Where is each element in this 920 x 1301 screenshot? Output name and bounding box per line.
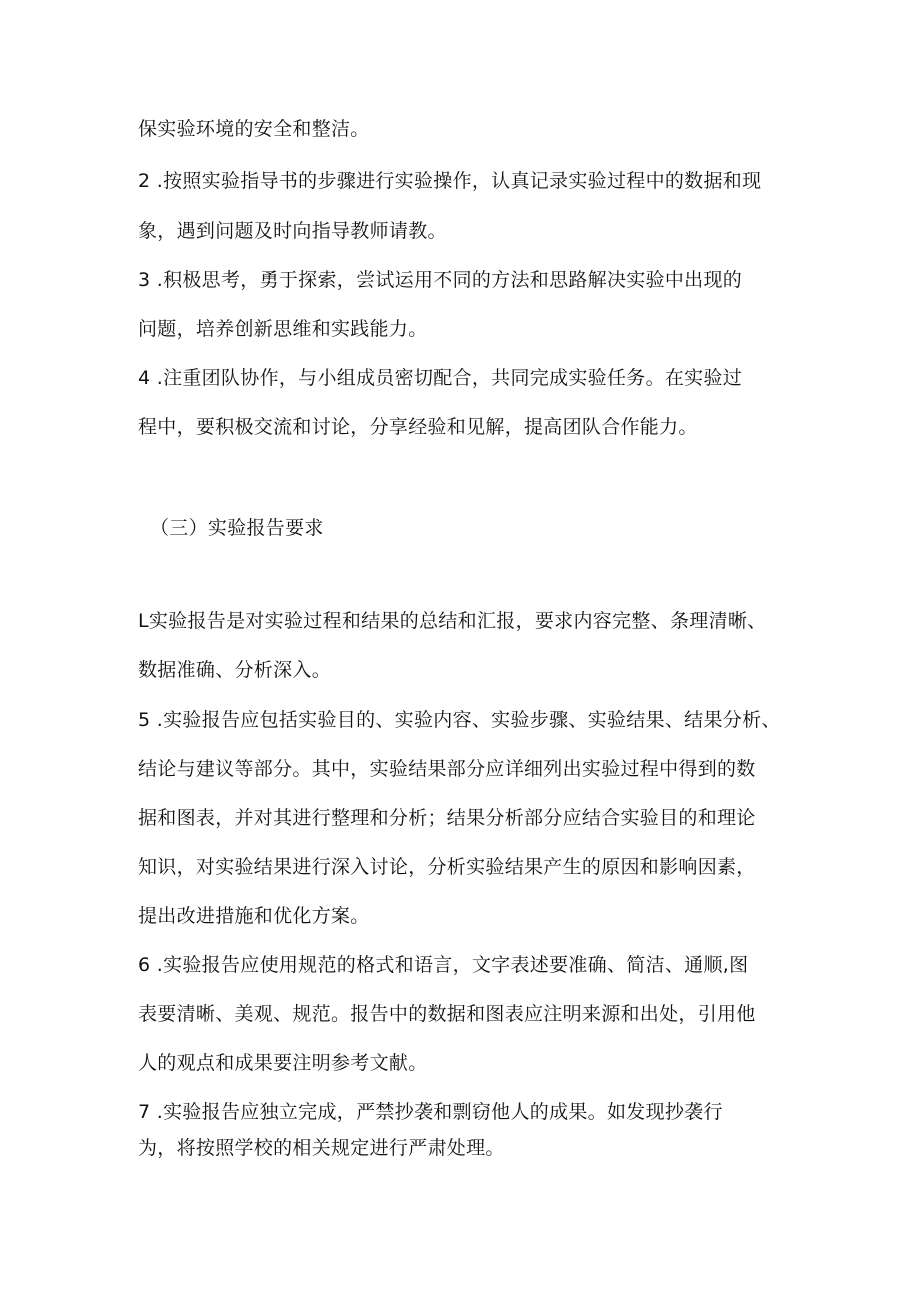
list-item-5-line-3: 据和图表，并对其进行整理和分析；结果分析部分应结合实验目的和理论 xyxy=(138,807,756,829)
list-item-7-line-2: 为，将按照学校的相关规定进行严肃处理。 xyxy=(138,1137,505,1159)
paragraph-line: 保实验环境的安全和整洁。 xyxy=(138,118,370,140)
list-item-2-line-2: 象，遇到问题及时向指导教师请教。 xyxy=(138,220,447,242)
list-item-4-line-2: 程中，要积极交流和讨论，分享经验和见解，提高团队合作能力。 xyxy=(138,416,698,438)
list-item-6-line-3: 人的观点和成果要注明参考文献。 xyxy=(138,1052,428,1074)
list-item-5-line-2: 结论与建议等部分。其中，实验结果部分应详细列出实验过程中得到的数 xyxy=(138,758,756,780)
list-item-6-line-1: 6 .实验报告应使用规范的格式和语言，文字表述要准确、简洁、通顺,图 xyxy=(138,954,749,976)
list-item-3-line-2: 问题，培养创新思维和实践能力。 xyxy=(138,318,428,340)
list-item-3-line-1: 3 .积极思考，勇于探索，尝试运用不同的方法和思路解决实验中出现的 xyxy=(138,269,743,291)
list-item-1-line-2: 数据准确、分析深入。 xyxy=(138,659,332,681)
section-heading: （三）实验报告要求 xyxy=(150,517,324,539)
list-item-5-line-4: 知识，对实验结果进行深入讨论，分析实验结果产生的原因和影响因素， xyxy=(138,856,756,878)
list-item-4-line-1: 4 .注重团队协作，与小组成员密切配合，共同完成实验任务。在实验过 xyxy=(138,367,743,389)
list-item-1-line-1: L实验报告是对实验过程和结果的总结和汇报，要求内容完整、条理清晰、 xyxy=(138,610,767,632)
list-item-6-line-2: 表要清晰、美观、规范。报告中的数据和图表应注明来源和出处，引用他 xyxy=(138,1003,756,1025)
list-item-2-line-1: 2 .按照实验指导书的步骤进行实验操作，认真记录实验过程中的数据和现 xyxy=(138,170,762,192)
list-item-5-line-5: 提出改进措施和优化方案。 xyxy=(138,905,370,927)
list-item-5-line-1: 5 .实验报告应包括实验目的、实验内容、实验步骤、实验结果、结果分析、 xyxy=(138,709,781,731)
list-item-7-line-1: 7 .实验报告应独立完成，严禁抄袭和剽窃他人的成果。如发现抄袭行 xyxy=(138,1101,723,1123)
